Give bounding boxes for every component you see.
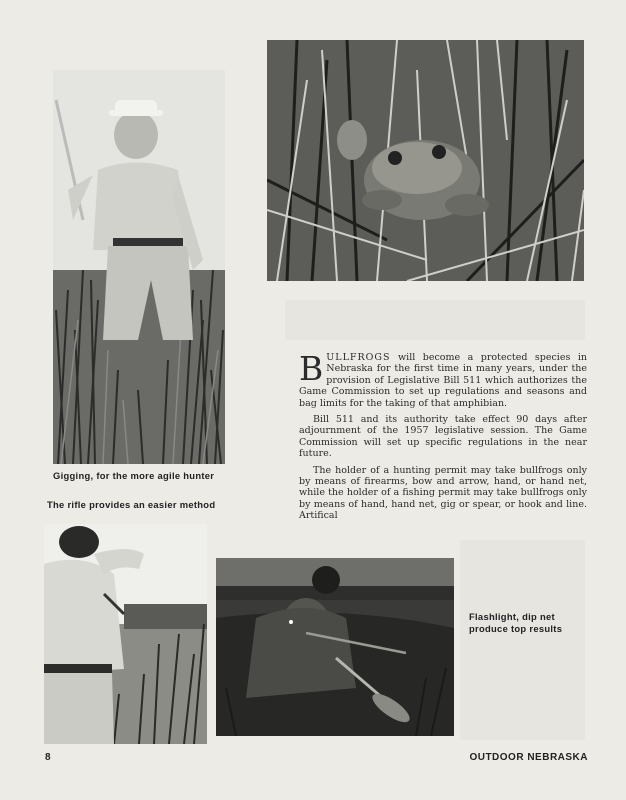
article-paragraph: Bill 511 and its authority take effect 90 days after adjournment of the 1957 legislative session. The Game Commission will set up specific regulations in the near future. bbox=[299, 414, 587, 460]
article-body bbox=[299, 349, 587, 527]
drop-cap: B bbox=[299, 349, 324, 388]
photo-flashlight-dipnet bbox=[216, 558, 454, 736]
caption-gigging: Gigging, for the more agile hunter bbox=[53, 470, 215, 481]
article-paragraph: The holder of a hunting permit may take bullfrogs only by means of firearms, bow and arrow, hand, or hand net, while the holder of a fishing permit may take bullfrogs only by means of hand, hand net, gig or spear, or hook and line. Artifical bbox=[299, 464, 587, 522]
lead-caps: ULLFROGS bbox=[326, 352, 391, 363]
magazine-title: OUTDOOR NEBRASKA bbox=[469, 752, 588, 763]
caption-flashlight-line2: produce top results bbox=[469, 623, 563, 634]
photo-hunter-gigging bbox=[53, 70, 225, 464]
photo-bullfrog bbox=[267, 40, 584, 281]
caption-rifle: The rifle provides an easier method bbox=[47, 499, 216, 510]
caption-flashlight-line1: Flashlight, dip net bbox=[469, 611, 555, 622]
photo-rifle-hunter bbox=[44, 524, 207, 744]
article-paragraph bbox=[299, 349, 587, 409]
page-number: 8 bbox=[45, 752, 51, 763]
bleed-through-block bbox=[460, 540, 585, 740]
paragraph-text: will become a protected species in Nebraska for the first time in many years, under the provision of Legislative Bill 511 which authorizes the Game Commission to set up regulations and seasons and bag limits for the taking of that amphibian. bbox=[299, 352, 587, 409]
caption-flashlight bbox=[469, 611, 579, 635]
bleed-through-block bbox=[285, 300, 585, 340]
